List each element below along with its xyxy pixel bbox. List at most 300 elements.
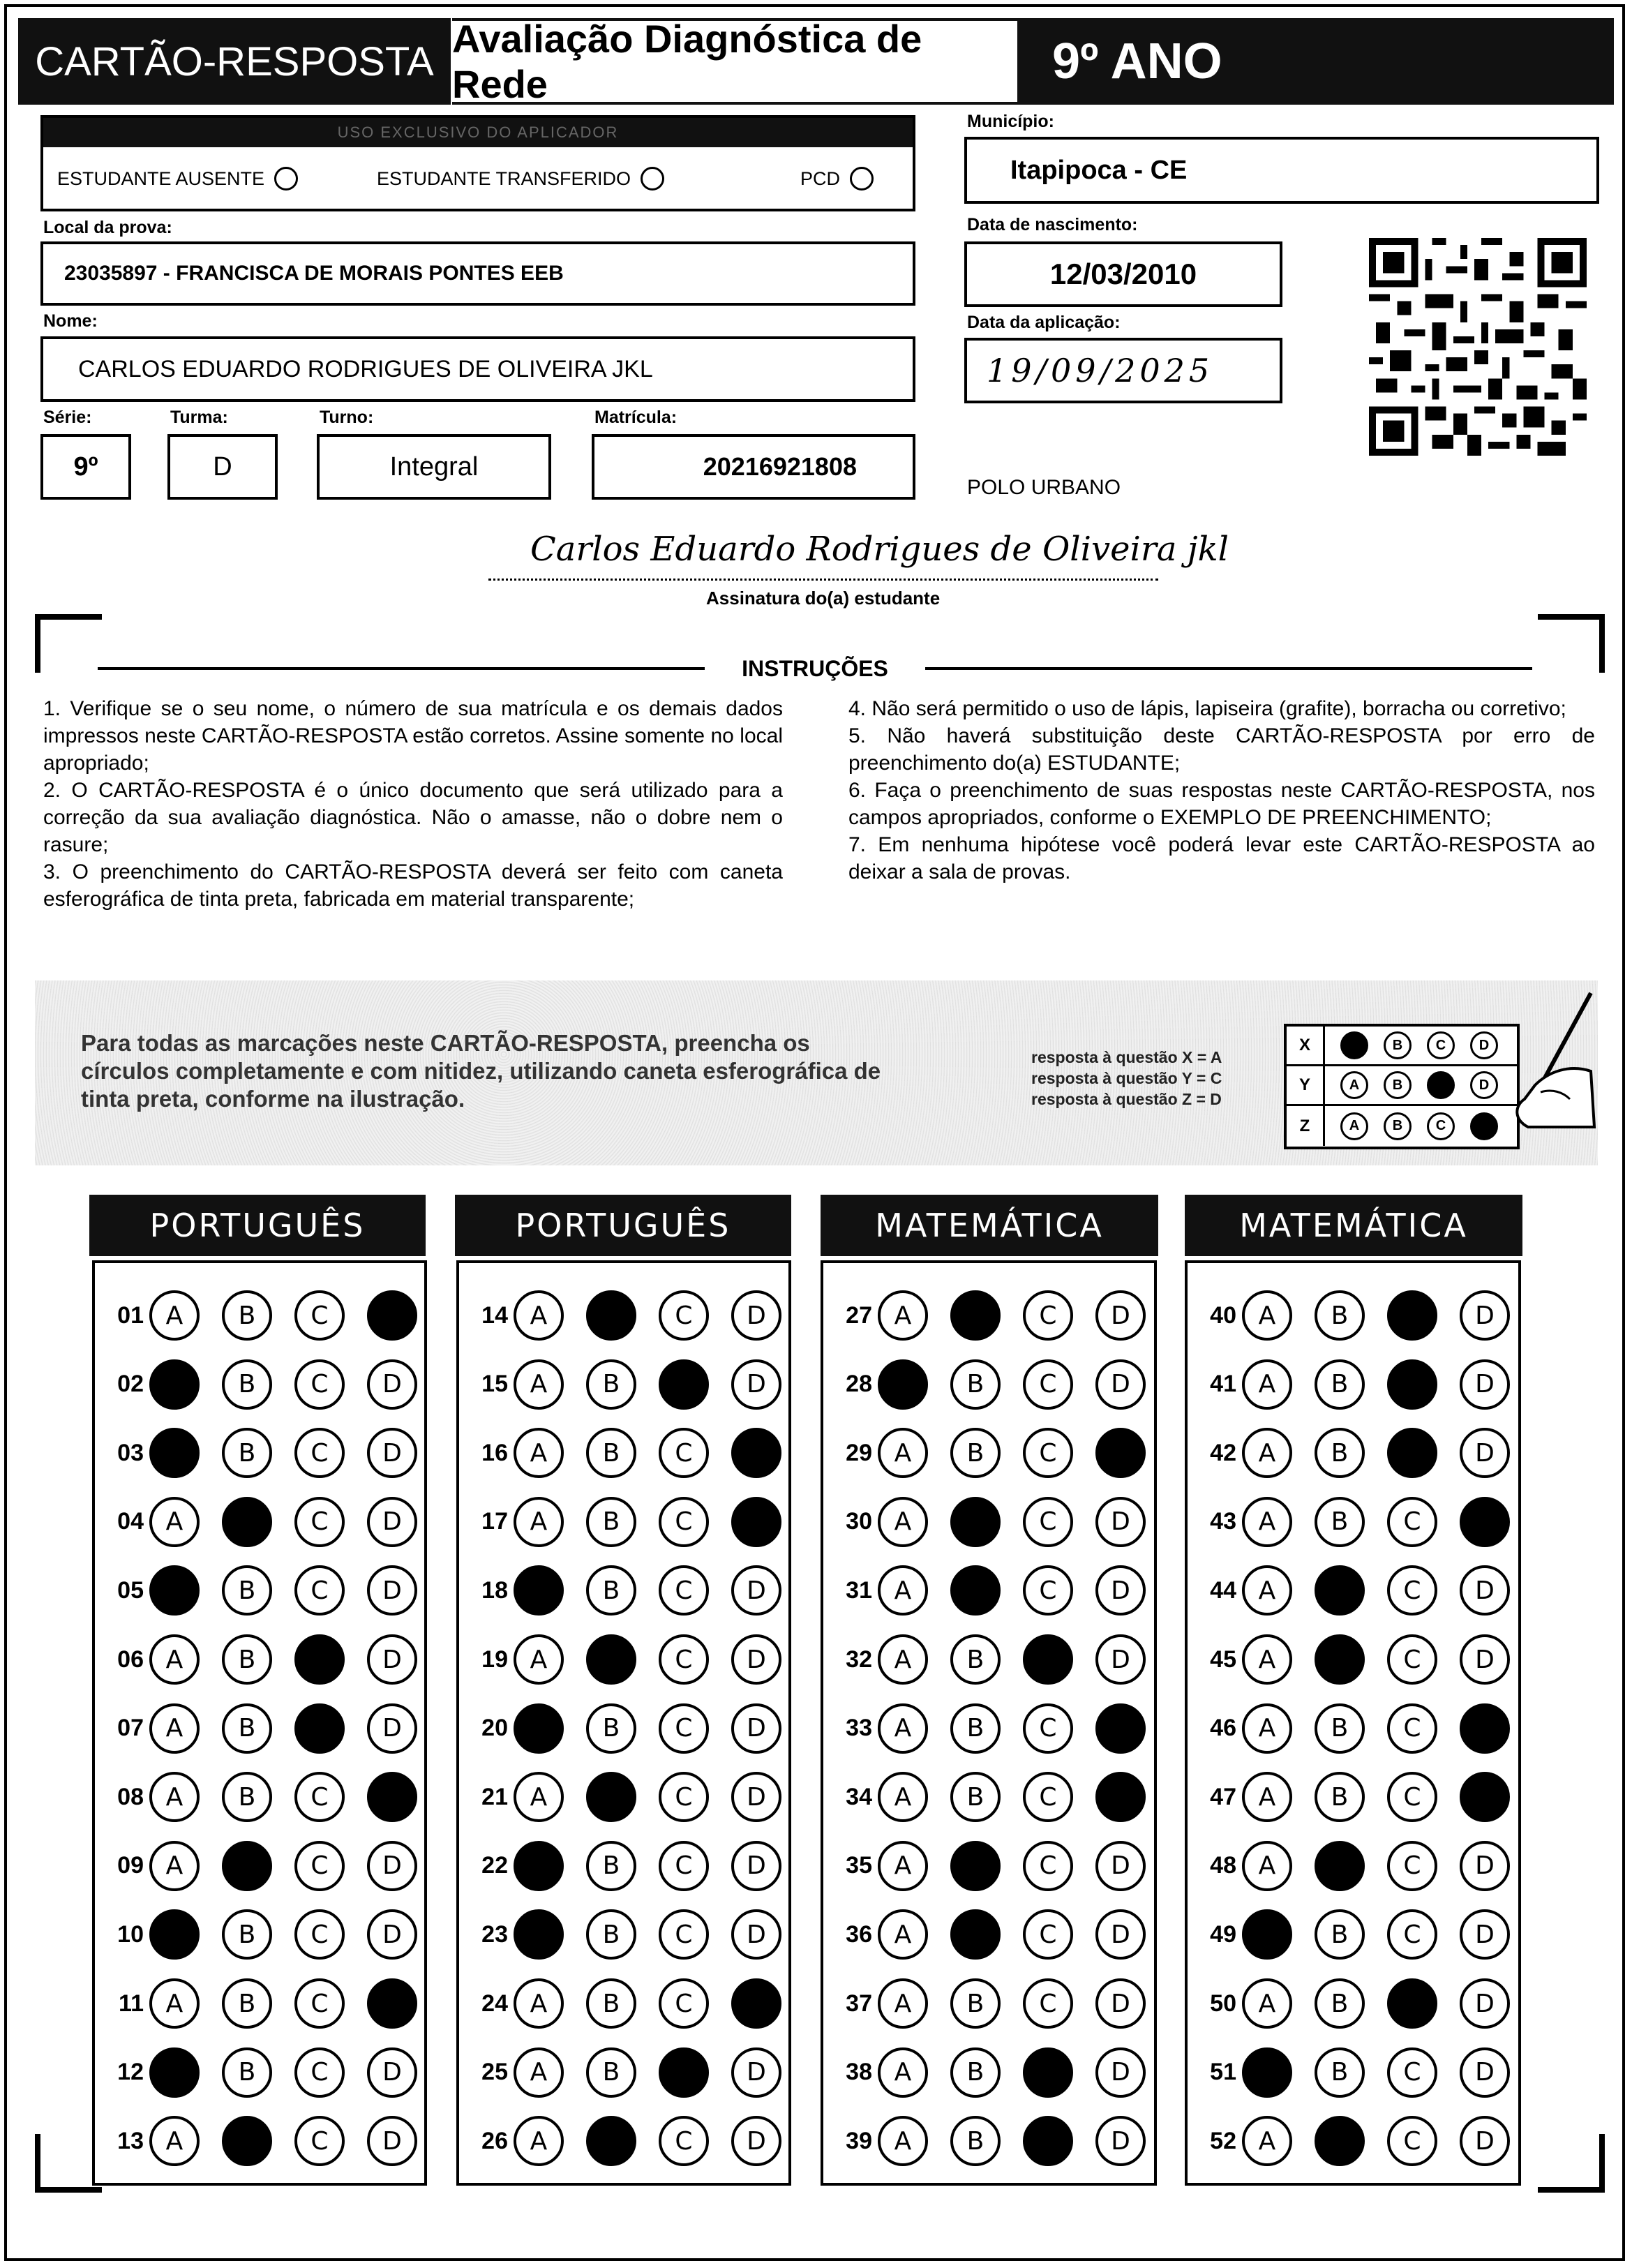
- option-bubble-a[interactable]: A: [878, 1634, 928, 1685]
- option-bubble-d[interactable]: D: [1095, 1772, 1146, 1822]
- option-bubble-d[interactable]: D: [731, 1772, 781, 1822]
- option-bubble-c[interactable]: C: [1387, 1909, 1437, 1960]
- option-bubble-a[interactable]: A: [514, 1428, 564, 1478]
- option-bubble-c[interactable]: C: [659, 1565, 709, 1616]
- option-bubble-a[interactable]: A: [514, 2047, 564, 2098]
- polo-text: POLO URBANO: [967, 476, 1121, 499]
- question-row: [823, 2114, 1168, 2168]
- example-bubble-a: A: [1340, 1071, 1368, 1099]
- option-bubble-a[interactable]: A: [149, 1428, 200, 1478]
- option-bubble-d[interactable]: D: [367, 1565, 417, 1616]
- option-bubble-a[interactable]: A: [1242, 1428, 1292, 1478]
- option-bubble-d[interactable]: D: [731, 1428, 781, 1478]
- option-bubble-d[interactable]: D: [1095, 1290, 1146, 1341]
- matricula-label: Matrícula:: [594, 408, 677, 427]
- option-bubble-c[interactable]: C: [1023, 1703, 1073, 1754]
- option-bubble-b[interactable]: B: [586, 1703, 636, 1754]
- option-bubble-d[interactable]: D: [367, 2047, 417, 2098]
- option-bubble-c[interactable]: C: [1387, 1634, 1437, 1685]
- option-bubble-a[interactable]: A: [149, 1497, 200, 1547]
- question-row: [823, 1288, 1168, 1343]
- transferred-circle[interactable]: [641, 167, 664, 191]
- option-bubble-c[interactable]: C: [1023, 1359, 1073, 1410]
- option-bubble-b[interactable]: B: [1315, 1772, 1365, 1822]
- option-bubble-c[interactable]: C: [659, 1772, 709, 1822]
- matricula-value: 20216921808: [703, 452, 857, 481]
- question-number: 44: [1210, 1576, 1236, 1604]
- option-bubble-d[interactable]: D: [1460, 1359, 1510, 1410]
- example-bubble-c: C: [1427, 1112, 1455, 1140]
- option-bubble-b[interactable]: B: [1315, 2116, 1365, 2166]
- question-row: [1188, 1839, 1532, 1893]
- absent-label: ESTUDANTE AUSENTE: [57, 167, 265, 189]
- option-bubble-b[interactable]: B: [586, 2047, 636, 2098]
- question-row: [1188, 1288, 1532, 1343]
- subject-4-text: MATEMÁTICA: [1239, 1207, 1468, 1244]
- answer-column-2: [456, 1260, 791, 2186]
- question-row: [823, 2045, 1168, 2100]
- option-bubble-a[interactable]: A: [878, 1772, 928, 1822]
- option-bubble-b[interactable]: B: [586, 2116, 636, 2166]
- option-bubble-d[interactable]: D: [731, 1634, 781, 1685]
- option-bubble-c[interactable]: C: [1023, 1290, 1073, 1341]
- question-row: [823, 1563, 1168, 1618]
- option-bubble-d[interactable]: D: [1095, 1978, 1146, 2029]
- option-bubble-c[interactable]: C: [1023, 2047, 1073, 2098]
- option-bubble-b[interactable]: B: [950, 1359, 1001, 1410]
- option-bubble-d[interactable]: D: [731, 2047, 781, 2098]
- option-bubble-a[interactable]: A: [1242, 1359, 1292, 1410]
- option-bubble-d[interactable]: D: [1460, 1772, 1510, 1822]
- option-bubble-b[interactable]: B: [950, 1565, 1001, 1616]
- option-bubble-d[interactable]: D: [1460, 1841, 1510, 1891]
- instructions-rule-right: [925, 667, 1532, 670]
- option-bubble-c[interactable]: C: [1387, 1841, 1437, 1891]
- option-bubble-c[interactable]: C: [294, 1909, 345, 1960]
- option-bubble-c[interactable]: C: [1023, 1772, 1073, 1822]
- option-bubble-d[interactable]: D: [367, 1841, 417, 1891]
- option-bubble-a[interactable]: A: [514, 1634, 564, 1685]
- option-bubble-c[interactable]: C: [1023, 1428, 1073, 1478]
- option-bubble-d[interactable]: D: [367, 1909, 417, 1960]
- option-bubble-b[interactable]: B: [222, 1841, 272, 1891]
- option-bubble-a[interactable]: A: [514, 1909, 564, 1960]
- option-bubble-c[interactable]: C: [659, 1290, 709, 1341]
- option-bubble-d[interactable]: D: [1095, 1428, 1146, 1478]
- option-bubble-b[interactable]: B: [586, 1841, 636, 1891]
- question-number: 17: [481, 1508, 508, 1535]
- option-bubble-c[interactable]: C: [294, 1841, 345, 1891]
- option-bubble-a[interactable]: A: [1242, 1290, 1292, 1341]
- question-row: [459, 1632, 804, 1687]
- option-bubble-d[interactable]: D: [367, 1978, 417, 2029]
- option-bubble-d[interactable]: D: [1095, 1565, 1146, 1616]
- option-bubble-c[interactable]: C: [659, 1909, 709, 1960]
- option-bubble-a[interactable]: A: [514, 1841, 564, 1891]
- question-number: 36: [846, 1920, 872, 1948]
- question-number: 19: [481, 1646, 508, 1673]
- option-bubble-d[interactable]: D: [1460, 1909, 1510, 1960]
- option-bubble-b[interactable]: B: [950, 1772, 1001, 1822]
- applicator-header-text: USO EXCLUSIVO DO APLICADOR: [337, 124, 619, 141]
- option-bubble-b[interactable]: B: [1315, 1978, 1365, 2029]
- option-bubble-d[interactable]: D: [731, 1978, 781, 2029]
- option-bubble-b[interactable]: B: [950, 1497, 1001, 1547]
- question-number: 33: [846, 1715, 872, 1742]
- option-bubble-c[interactable]: C: [659, 1428, 709, 1478]
- option-bubble-b[interactable]: B: [1315, 1634, 1365, 1685]
- subject-header-4: [1185, 1195, 1522, 1256]
- question-row: [1188, 1770, 1532, 1824]
- option-bubble-a[interactable]: A: [514, 1772, 564, 1822]
- question-number: 12: [117, 2059, 144, 2086]
- option-bubble-d[interactable]: D: [1460, 1978, 1510, 2029]
- option-bubble-c[interactable]: C: [294, 1703, 345, 1754]
- question-row: [459, 1907, 804, 1962]
- option-bubble-c[interactable]: C: [1023, 1565, 1073, 1616]
- option-bubble-c[interactable]: C: [1387, 1497, 1437, 1547]
- option-bubble-b[interactable]: B: [1315, 1703, 1365, 1754]
- bracket-bottom-right: [1538, 2134, 1605, 2193]
- option-bubble-a[interactable]: A: [878, 1359, 928, 1410]
- option-bubble-c[interactable]: C: [1387, 1428, 1437, 1478]
- option-bubble-a[interactable]: A: [878, 1497, 928, 1547]
- option-bubble-a[interactable]: A: [1242, 1565, 1292, 1616]
- example-bubble-a: A: [1340, 1112, 1368, 1140]
- option-bubble-d[interactable]: D: [731, 1909, 781, 1960]
- example-bubble-d: D: [1470, 1031, 1498, 1059]
- option-bubble-b[interactable]: B: [1315, 1841, 1365, 1891]
- option-bubble-b[interactable]: B: [222, 2047, 272, 2098]
- option-bubble-d[interactable]: D: [367, 1772, 417, 1822]
- pcd-circle[interactable]: [850, 167, 874, 191]
- grade-badge: [1017, 18, 1614, 105]
- qr-code: [1369, 236, 1587, 458]
- question-number: 23: [481, 1920, 508, 1948]
- option-bubble-a[interactable]: A: [149, 1841, 200, 1891]
- option-bubble-d[interactable]: D: [731, 1497, 781, 1547]
- option-bubble-d[interactable]: D: [1460, 1497, 1510, 1547]
- option-bubble-d[interactable]: D: [367, 1290, 417, 1341]
- option-bubble-a[interactable]: A: [878, 2116, 928, 2166]
- option-bubble-a[interactable]: A: [149, 1909, 200, 1960]
- option-bubble-b[interactable]: B: [222, 1703, 272, 1754]
- option-bubble-a[interactable]: A: [878, 1428, 928, 1478]
- option-bubble-b[interactable]: B: [950, 1290, 1001, 1341]
- option-bubble-c[interactable]: C: [659, 1634, 709, 1685]
- option-bubble-d[interactable]: D: [1095, 1909, 1146, 1960]
- option-bubble-d[interactable]: D: [1460, 1565, 1510, 1616]
- option-bubble-b[interactable]: B: [1315, 1497, 1365, 1547]
- option-bubble-a[interactable]: A: [514, 2116, 564, 2166]
- option-bubble-d[interactable]: D: [731, 1290, 781, 1341]
- option-bubble-a[interactable]: A: [149, 2047, 200, 2098]
- question-row: [823, 1839, 1168, 1893]
- option-bubble-c[interactable]: C: [1387, 1565, 1437, 1616]
- option-bubble-a[interactable]: A: [149, 1703, 200, 1754]
- option-bubble-b[interactable]: B: [586, 1772, 636, 1822]
- question-row: [1188, 1632, 1532, 1687]
- option-bubble-a[interactable]: A: [878, 1565, 928, 1616]
- question-number: 01: [117, 1301, 144, 1329]
- instruction-1: 1. Verifique se o seu nome, o número de sua matrícula e os demais dados impressos neste CARTÃO-RESPOSTA estão corretos. Assine somente no local apropriado;: [43, 697, 783, 775]
- option-bubble-c[interactable]: C: [294, 1978, 345, 2029]
- question-row: [459, 1495, 804, 1549]
- option-bubble-d[interactable]: D: [1460, 1428, 1510, 1478]
- option-bubble-d[interactable]: D: [1460, 1290, 1510, 1341]
- option-bubble-c[interactable]: C: [294, 1428, 345, 1478]
- grade-text: 9º ANO: [1052, 33, 1222, 89]
- option-bubble-a[interactable]: A: [149, 1634, 200, 1685]
- question-number: 27: [846, 1301, 872, 1329]
- bracket-top-left: [35, 614, 102, 673]
- question-number: 29: [846, 1439, 872, 1466]
- option-bubble-a[interactable]: A: [149, 1978, 200, 2029]
- option-bubble-d[interactable]: D: [1095, 2116, 1146, 2166]
- option-bubble-a[interactable]: A: [878, 1841, 928, 1891]
- option-bubble-c[interactable]: C: [659, 1497, 709, 1547]
- option-bubble-d[interactable]: D: [367, 1359, 417, 1410]
- question-number: 46: [1210, 1715, 1236, 1742]
- option-bubble-c[interactable]: C: [1387, 1703, 1437, 1754]
- subject-header-3: [821, 1195, 1158, 1256]
- question-row: [823, 1907, 1168, 1962]
- example-bubble-c: C: [1427, 1071, 1455, 1099]
- option-bubble-b[interactable]: B: [222, 2116, 272, 2166]
- option-bubble-d[interactable]: D: [1460, 2116, 1510, 2166]
- option-bubble-c[interactable]: C: [1023, 2116, 1073, 2166]
- question-row: [95, 1288, 440, 1343]
- question-number: 16: [481, 1439, 508, 1466]
- option-bubble-d[interactable]: D: [1460, 2047, 1510, 2098]
- local-value: 23035897 - FRANCISCA DE MORAIS PONTES EEB: [64, 262, 564, 285]
- option-bubble-b[interactable]: B: [586, 1634, 636, 1685]
- aplicacao-value: 19/09/2025: [987, 352, 1214, 389]
- option-bubble-b[interactable]: B: [950, 2116, 1001, 2166]
- question-row: [823, 1495, 1168, 1549]
- option-bubble-d[interactable]: D: [1095, 1841, 1146, 1891]
- option-bubble-c[interactable]: C: [294, 1359, 345, 1410]
- card-title: [18, 18, 451, 105]
- option-bubble-a[interactable]: A: [514, 1703, 564, 1754]
- option-bubble-d[interactable]: D: [367, 2116, 417, 2166]
- option-bubble-a[interactable]: A: [878, 1290, 928, 1341]
- option-bubble-c[interactable]: C: [294, 1497, 345, 1547]
- option-bubble-a[interactable]: A: [1242, 1841, 1292, 1891]
- option-bubble-b[interactable]: B: [586, 1909, 636, 1960]
- name-label: Nome:: [43, 311, 98, 331]
- option-bubble-b[interactable]: B: [586, 1359, 636, 1410]
- option-bubble-c[interactable]: C: [659, 1841, 709, 1891]
- question-number: 34: [846, 1783, 872, 1810]
- option-bubble-a[interactable]: A: [1242, 1634, 1292, 1685]
- instructions-left: [43, 695, 783, 913]
- option-bubble-b[interactable]: B: [586, 1428, 636, 1478]
- question-number: 10: [117, 1920, 144, 1948]
- legend-y: resposta à questão Y = C: [1031, 1069, 1222, 1087]
- subject-header-2: [455, 1195, 791, 1256]
- question-number: 38: [846, 2059, 872, 2086]
- option-bubble-d[interactable]: D: [367, 1703, 417, 1754]
- option-bubble-d[interactable]: D: [1095, 1497, 1146, 1547]
- applicator-box: [40, 115, 915, 211]
- option-bubble-a[interactable]: A: [514, 1359, 564, 1410]
- question-row: [1188, 1976, 1532, 2031]
- question-number: 28: [846, 1371, 872, 1398]
- option-bubble-b[interactable]: B: [586, 1978, 636, 2029]
- bracket-top-right: [1538, 614, 1605, 673]
- option-bubble-b[interactable]: B: [1315, 2047, 1365, 2098]
- hand-with-pen-icon: [1486, 987, 1598, 1134]
- option-bubble-c[interactable]: C: [1023, 1497, 1073, 1547]
- question-number: 14: [481, 1301, 508, 1329]
- option-bubble-b[interactable]: B: [586, 1497, 636, 1547]
- question-number: 20: [481, 1715, 508, 1742]
- option-bubble-c[interactable]: C: [294, 1634, 345, 1685]
- option-bubble-d[interactable]: D: [1460, 1703, 1510, 1754]
- option-bubble-b[interactable]: B: [950, 1703, 1001, 1754]
- option-bubble-b[interactable]: B: [222, 1565, 272, 1616]
- example-legend: [1031, 1047, 1222, 1110]
- option-bubble-c[interactable]: C: [1387, 1359, 1437, 1410]
- exam-title-text: Avaliação Diagnóstica de Rede: [452, 17, 922, 106]
- option-bubble-a[interactable]: A: [878, 1703, 928, 1754]
- option-bubble-d[interactable]: D: [367, 1428, 417, 1478]
- option-bubble-d[interactable]: D: [731, 2116, 781, 2166]
- option-bubble-c[interactable]: C: [1023, 1909, 1073, 1960]
- option-bubble-c[interactable]: C: [659, 2047, 709, 2098]
- example-bubble-a: A: [1340, 1031, 1368, 1059]
- option-bubble-d[interactable]: D: [367, 1497, 417, 1547]
- option-bubble-c[interactable]: C: [1387, 2047, 1437, 2098]
- question-row: [459, 1976, 804, 2031]
- example-bubble-d: D: [1470, 1112, 1498, 1140]
- option-bubble-c[interactable]: C: [294, 1565, 345, 1616]
- option-bubble-c[interactable]: C: [294, 2047, 345, 2098]
- option-bubble-b[interactable]: B: [950, 1909, 1001, 1960]
- example-bubble-b: B: [1384, 1071, 1412, 1099]
- option-bubble-b[interactable]: B: [950, 2047, 1001, 2098]
- option-bubble-c[interactable]: C: [1023, 1841, 1073, 1891]
- option-bubble-b[interactable]: B: [950, 1428, 1001, 1478]
- option-bubble-a[interactable]: A: [1242, 2116, 1292, 2166]
- option-bubble-d[interactable]: D: [731, 1841, 781, 1891]
- option-bubble-a[interactable]: A: [514, 1978, 564, 2029]
- option-bubble-b[interactable]: B: [586, 1565, 636, 1616]
- option-bubble-a[interactable]: A: [1242, 1497, 1292, 1547]
- option-bubble-d[interactable]: D: [731, 1703, 781, 1754]
- option-bubble-b[interactable]: B: [222, 1634, 272, 1685]
- option-bubble-c[interactable]: C: [1387, 2116, 1437, 2166]
- option-bubble-c[interactable]: C: [1023, 1634, 1073, 1685]
- option-bubble-a[interactable]: A: [514, 1290, 564, 1341]
- option-bubble-c[interactable]: C: [659, 1703, 709, 1754]
- option-bubble-c[interactable]: C: [659, 1359, 709, 1410]
- example-bubble-d: D: [1470, 1071, 1498, 1099]
- subject-1-text: PORTUGUÊS: [149, 1207, 366, 1244]
- option-bubble-c[interactable]: C: [1387, 1978, 1437, 2029]
- transferred-label: ESTUDANTE TRANSFERIDO: [377, 167, 631, 189]
- option-bubble-d[interactable]: D: [1460, 1634, 1510, 1685]
- option-bubble-c[interactable]: C: [294, 1772, 345, 1822]
- option-bubble-b[interactable]: B: [586, 1290, 636, 1341]
- serie-value: 9º: [73, 452, 98, 482]
- option-bubble-d[interactable]: D: [1095, 1359, 1146, 1410]
- option-bubble-b[interactable]: B: [222, 1428, 272, 1478]
- option-bubble-a[interactable]: A: [514, 1497, 564, 1547]
- option-bubble-c[interactable]: C: [1023, 1978, 1073, 2029]
- option-bubble-a[interactable]: A: [149, 1565, 200, 1616]
- name-value: CARLOS EDUARDO RODRIGUES DE OLIVEIRA JKL: [78, 355, 653, 382]
- option-bubble-a[interactable]: A: [1242, 2047, 1292, 2098]
- question-row: [1188, 1495, 1532, 1549]
- question-number: 22: [481, 1852, 508, 1879]
- question-row: [823, 1357, 1168, 1412]
- option-bubble-a[interactable]: A: [149, 1359, 200, 1410]
- option-bubble-d[interactable]: D: [1095, 2047, 1146, 2098]
- question-row: [459, 1839, 804, 1893]
- option-bubble-b[interactable]: B: [1315, 1359, 1365, 1410]
- option-bubble-b[interactable]: B: [1315, 1428, 1365, 1478]
- subject-2-text: PORTUGUÊS: [515, 1207, 731, 1244]
- option-bubble-d[interactable]: D: [367, 1634, 417, 1685]
- turma-label: Turma:: [170, 408, 228, 427]
- option-bubble-a[interactable]: A: [878, 1909, 928, 1960]
- option-bubble-d[interactable]: D: [1095, 1634, 1146, 1685]
- option-bubble-a[interactable]: A: [1242, 1703, 1292, 1754]
- option-bubble-d[interactable]: D: [731, 1565, 781, 1616]
- option-bubble-a[interactable]: A: [149, 1290, 200, 1341]
- option-bubble-b[interactable]: B: [1315, 1909, 1365, 1960]
- option-bubble-a[interactable]: A: [1242, 1909, 1292, 1960]
- option-bubble-d[interactable]: D: [1095, 1703, 1146, 1754]
- question-number: 18: [481, 1576, 508, 1604]
- option-bubble-b[interactable]: B: [222, 1359, 272, 1410]
- option-bubble-b[interactable]: B: [950, 1978, 1001, 2029]
- option-bubble-c[interactable]: C: [659, 2116, 709, 2166]
- option-bubble-a[interactable]: A: [878, 1978, 928, 2029]
- option-bubble-c[interactable]: C: [1387, 1772, 1437, 1822]
- instruction-5: 5. Não haverá substituição deste CARTÃO-RESPOSTA por erro de preenchimento do(a) ESTUDANTE;: [848, 724, 1595, 775]
- option-bubble-a[interactable]: A: [1242, 1772, 1292, 1822]
- question-number: 02: [117, 1371, 144, 1398]
- question-number: 35: [846, 1852, 872, 1879]
- option-bubble-d[interactable]: D: [731, 1359, 781, 1410]
- absent-circle[interactable]: [274, 167, 298, 191]
- question-number: 15: [481, 1371, 508, 1398]
- option-bubble-b[interactable]: B: [950, 1841, 1001, 1891]
- option-bubble-a[interactable]: A: [149, 2116, 200, 2166]
- option-bubble-a[interactable]: A: [1242, 1978, 1292, 2029]
- option-bubble-b[interactable]: B: [1315, 1290, 1365, 1341]
- option-bubble-a[interactable]: A: [878, 2047, 928, 2098]
- option-bubble-b[interactable]: B: [222, 1772, 272, 1822]
- option-bubble-c[interactable]: C: [659, 1978, 709, 2029]
- option-bubble-c[interactable]: C: [294, 2116, 345, 2166]
- option-bubble-b[interactable]: B: [950, 1634, 1001, 1685]
- option-bubble-b[interactable]: B: [222, 1290, 272, 1341]
- option-bubble-c[interactable]: C: [1387, 1290, 1437, 1341]
- option-bubble-b[interactable]: B: [1315, 1565, 1365, 1616]
- option-bubble-b[interactable]: B: [222, 1909, 272, 1960]
- option-bubble-a[interactable]: A: [149, 1772, 200, 1822]
- option-bubble-c[interactable]: C: [294, 1290, 345, 1341]
- option-bubble-b[interactable]: B: [222, 1978, 272, 2029]
- question-number: 48: [1210, 1852, 1236, 1879]
- option-bubble-a[interactable]: A: [514, 1565, 564, 1616]
- option-bubble-b[interactable]: B: [222, 1497, 272, 1547]
- example-bubble-c: C: [1427, 1031, 1455, 1059]
